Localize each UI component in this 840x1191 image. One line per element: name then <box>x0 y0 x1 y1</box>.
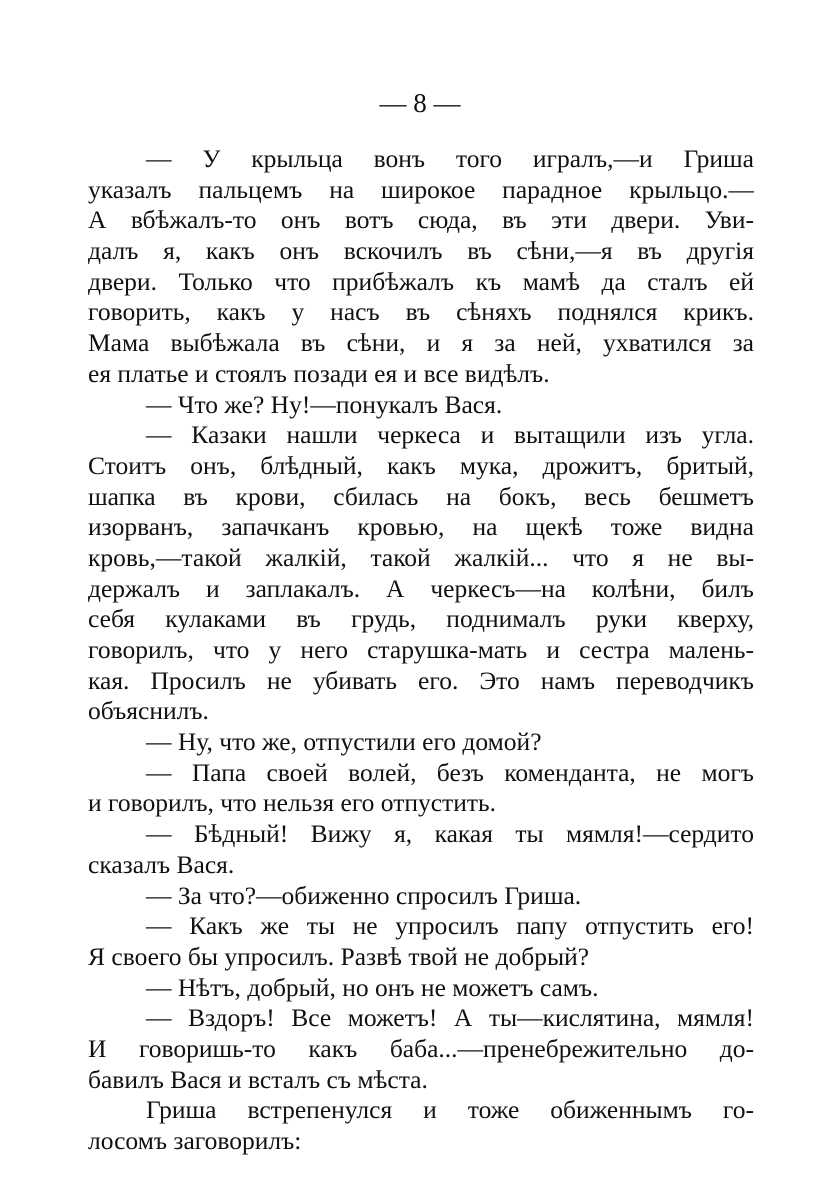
text-line: А вбѣжалъ-то онъ вотъ сюда, въ эти двери. Уви- <box>88 205 754 235</box>
text-line: Стоитъ онъ, блѣдный, какъ мука, дрожитъ, бритый, <box>88 450 754 480</box>
text-line: держалъ и заплакалъ. А черкесъ—на колѣни, билъ <box>88 573 754 603</box>
text-line: — За что?—обиженно спросилъ Гриша. <box>146 880 582 910</box>
text-line: далъ я, какъ онъ вскочилъ въ сѣни,—я въ другія <box>88 236 754 266</box>
text-line: лосомъ заговорилъ: <box>88 1126 302 1155</box>
text-line: — Бѣдный! Вижу я, какая ты мямля!—сердито <box>146 819 754 849</box>
text-line: объяснилъ. <box>88 696 209 726</box>
text-line: ея платье и стоялъ позади ея и все видѣлъ. <box>88 358 550 388</box>
text-line: — Что же? Ну!—понукалъ Вася. <box>146 389 503 419</box>
text-line: — Ну, что же, отпустили его домой? <box>146 727 542 757</box>
text-line: — Вздоръ! Все можетъ! А ты—кислятина, мямля! <box>146 1003 754 1033</box>
text-line: — Папа своей волей, безъ коменданта, не могъ <box>146 757 754 787</box>
text-line: кровь,—такой жалкій, такой жалкій... что я не вы- <box>88 542 754 572</box>
text-line: изорванъ, запачканъ кровью, на щекѣ тоже видна <box>88 512 754 542</box>
text-line: — Какъ же ты не упросилъ папу отпустить его! <box>146 911 754 941</box>
text-line: сказалъ Вася. <box>88 849 235 879</box>
text-line: Гриша встрепенулся и тоже обиженнымъ го- <box>146 1095 754 1125</box>
text-line: говорилъ, что у него старушка-мать и сестра малень- <box>88 635 754 664</box>
text-line: и говорилъ, что нельзя его отпустить. <box>88 788 496 818</box>
text-line: указалъ пальцемъ на широкое парадное крыльцо.— <box>88 174 754 204</box>
text-line: И говоришь-то какъ баба...—пренебрежительно до- <box>88 1033 754 1063</box>
text-line: кая. Просилъ не убивать его. Это намъ переводчикъ <box>88 665 754 695</box>
text-line: себя кулаками въ грудь, поднималъ руки кверху, <box>88 604 754 634</box>
text-line: бавилъ Вася и всталъ съ мѣста. <box>88 1064 428 1094</box>
text-line: говорить, какъ у насъ въ сѣняхъ поднялся крикъ. <box>88 297 754 327</box>
text-line: Мама выбѣжала въ сѣни, и я за ней, ухватился за <box>88 328 754 358</box>
text-line: — Нѣтъ, добрый, но онъ не можетъ самъ. <box>146 972 599 1002</box>
text-line: Я своего бы упросилъ. Развѣ твой не добрый? <box>88 941 590 971</box>
page-number: — 8 — <box>379 88 461 118</box>
text-line: двери. Только что прибѣжалъ къ мамѣ да сталъ ей <box>88 266 754 296</box>
text-line: шапка въ крови, сбилась на бокъ, весь бешметъ <box>88 481 754 511</box>
text-line: — У крыльца вонъ того игралъ,—и Гриша <box>146 144 754 173</box>
body-text <box>88 144 754 1157</box>
text-line: — Казаки нашли черкеса и вытащили изъ угла. <box>146 420 754 450</box>
